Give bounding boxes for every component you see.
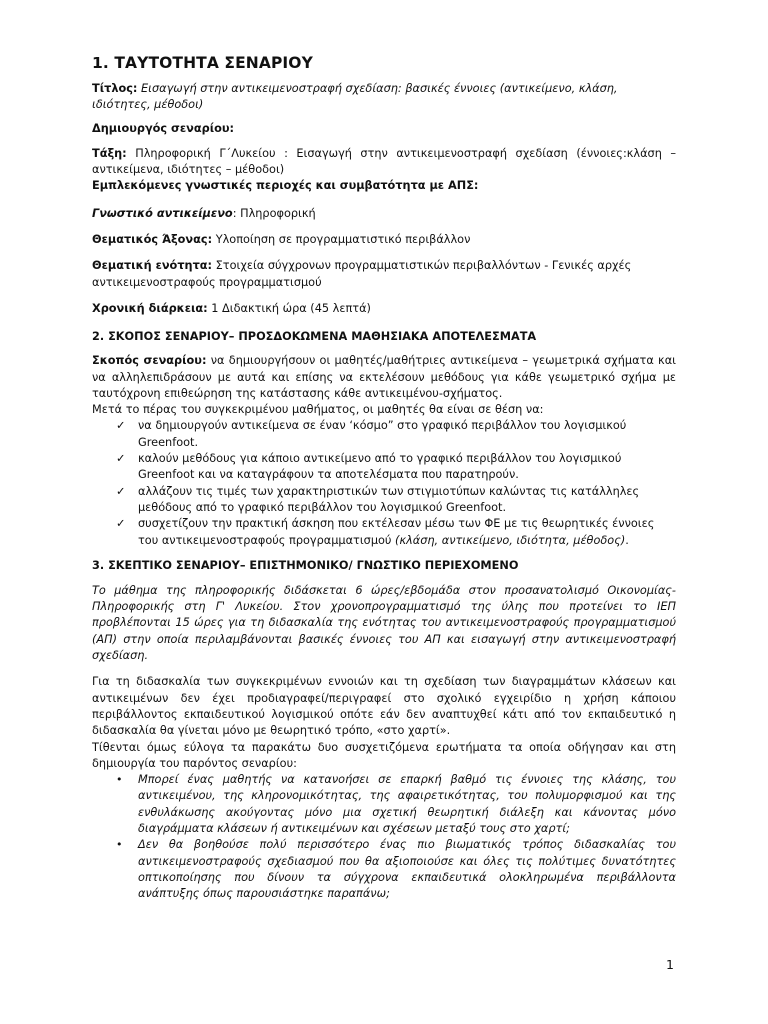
page-number: 1	[666, 957, 674, 972]
areas-label: Εμπλεκόμενες γνωστικές περιοχές και συμβατότητα με ΑΠΣ:	[92, 179, 479, 193]
question-text: Μπορεί ένας μαθητής να κατανοήσει σε επαρκή βαθμό τις έννοιες της κλάσης, του αντικειμένου, της κληρονομικότητας, της αφαιρετικότητας, του πολυμορφισμού και της ενθυλάκωσης ακούγοντας μόνο μια σχετική θεωρητική διάλεξη και κάνοντας μόνο διαγράμματα κλάσεων ή αντικειμένων και σχέσεων μεταξύ τους στο χαρτί;	[138, 773, 676, 835]
class-value: Πληροφορική Γ΄Λυκείου : Εισαγωγή στην αντικειμενοστραφή σχεδίαση (έννοιες:κλάση – αντικείμενα, ιδιότητες – μέθοδοι)	[92, 146, 677, 177]
axis-value: Υλοποίηση σε προγραμματιστικό περιβάλλον	[215, 233, 471, 247]
subject-label: Γνωστικό αντικείμενο	[92, 206, 233, 220]
creator-line	[92, 121, 676, 137]
section1-heading: 1. ΤΑΥΤΟΤΗΤΑ ΣΕΝΑΡΙΟΥ	[92, 54, 313, 72]
outcome-text: καλούν μεθόδους για κάποιο αντικείμενο από το γραφικό περιβάλλον του λογισμικού Greenfoot και να καταγράφουν τα αποτελέσματα που παρατηρούν.	[138, 452, 622, 482]
document-page	[92, 54, 676, 902]
section2-heading: 2. ΣΚΟΠΟΣ ΣΕΝΑΡΙΟΥ– ΠΡΟΣΔΟΚΩΜΕΝΑ ΜΑΘΗΣΙΑΚΑ ΑΠΟΤΕΛΕΣΜΑΤΑ	[92, 330, 537, 344]
outcome-end: .	[625, 533, 629, 547]
subject-value: : Πληροφορική	[232, 206, 316, 220]
list-item	[92, 516, 676, 549]
outcome-italic: (κλάση, αντικείμενο, ιδιότητα, μέθοδος)	[391, 533, 626, 547]
outcome-text: να δημιουργούν αντικείμενα σε έναν ‘κόσμο” στο γραφικό περιβάλλον του λογισμικού Greenfoot.	[138, 419, 627, 449]
title-label: Τίτλος:	[92, 82, 138, 95]
paragraph-2: Για τη διδασκαλία των συγκεκριμένων εννοιών και τη σχεδίαση των διαγραμμάτων κλάσεων και αντικειμένων δεν έχει προδιαγραφεί/περιγραφεί στο σχολικό εγχειρίδιο η χρήση κάποιου περιβάλλοντος εκπαιδευτικού λογισμικού οπότε εάν δεν αναπτυχθεί κάτι από τον εκπαιδευτικό η διδασκαλία θα γίνεται μόνο με θεωρητικό τρόπο, «στο χαρτί».	[92, 675, 676, 738]
class-line	[92, 146, 676, 179]
checkmark-icon: ✓	[116, 419, 126, 433]
title-value: Εισαγωγή στην αντικειμενοστραφή σχεδίαση: βασικές έννοιες (αντικείμενο, κλάση, ιδιότητες, μέθοδοι)	[92, 82, 618, 112]
section3-heading: 3. ΣΚΕΠΤΙΚΟ ΣΕΝΑΡΙΟΥ– ΕΠΙΣΤΗΜΟΝΙΚΟ/ ΓΝΩΣΤΙΚΟ ΠΕΡΙΕΧΟΜΕΝΟ	[92, 558, 519, 572]
bullet-icon: •	[116, 773, 123, 787]
unit-value: Στοιχεία σύγχρονων προγραμματιστικών περιβαλλόντων - Γενικές αρχές αντικειμενοστραφούς προγραμματισμού	[92, 259, 632, 289]
list-item	[92, 418, 676, 451]
list-item	[92, 484, 676, 517]
duration-line	[92, 301, 676, 317]
subject-line	[92, 206, 676, 222]
checkmark-icon: ✓	[116, 484, 126, 498]
outcomes-intro: Μετά το πέρας του συγκεκριμένου μαθήματος, οι μαθητές θα είναι σε θέση να:	[92, 403, 544, 417]
creator-label: Δημιουργός σεναρίου:	[92, 121, 234, 135]
outcome-text: συσχετίζουν την πρακτική άσκηση που εκτέλεσαν μέσω των ΦΕ με τις θεωρητικές έννοιες του αντικειμενοστραφούς προγραμματισμού	[138, 517, 655, 547]
purpose-value: να δημιουργήσουν οι μαθητές/μαθήτριες αντικείμενα – γεωμετρικά σχήματα και να αλληλεπιδράσουν με αυτά και επίσης να εκτελέσουν μεθόδους για κάθε γεωμετρικό σχήμα με ταυτόχρονη επιθεώρηση της κατάστασης κάθε αντικειμένου-σχήματος.	[92, 354, 676, 400]
paragraph-1: Το μάθημα της πληροφορικής διδάσκεται 6 ώρες/εβδομάδα στον προσανατολισμό Οικονομίας-Πληροφορικής στη Γ' Λυκείου. Στον χρονοπρογραμματισμό της ύλης που προτείνει το ΙΕΠ προβλέπονται 15 ώρες για τη διδασκαλία της ενότητας του αντικειμενοστραφούς προγραμματισμού (ΑΠ) στην οποία περιλαμβάνονται βασικές έννοιες του ΑΠ και εισαγωγή στην αντικειμενοστραφή σχεδίαση.	[92, 583, 676, 663]
areas-line	[92, 178, 676, 194]
unit-line	[92, 258, 676, 291]
paragraph-3: Τίθενται όμως εύλογα τα παρακάτω δυο συσχετιζόμενα ερωτήματα τα οποία οδήγησαν και στη δημιουργία του παρόντος σεναρίου:	[92, 740, 676, 770]
questions-list	[92, 772, 676, 902]
list-item	[92, 837, 676, 902]
question-text: Δεν θα βοηθούσε πολύ περισσότερο ένας πιο βιωματικός τρόπος διδασκαλίας του αντικειμενοστραφούς σχεδιασμού που θα αξιοποιούσε και όλες τις πολύτιμες δυνατότητες οπτικοποίησης που δίνουν τα σύγχρονα εκπαιδευτικά ολοκληρωμένα περιβάλλοντα ανάπτυξης όπως παρουσιάστηκε παραπάνω;	[138, 838, 676, 901]
list-item	[92, 772, 676, 837]
class-label: Τάξη:	[92, 146, 127, 160]
axis-label: Θεματικός Άξονας:	[92, 233, 213, 247]
duration-value: 1 Διδακτική ώρα (45 λεπτά)	[211, 301, 371, 315]
purpose-label: Σκοπός σεναρίου:	[92, 354, 207, 368]
unit-label: Θεματική ενότητα:	[92, 259, 213, 273]
duration-label: Χρονική διάρκεια:	[92, 301, 208, 315]
bullet-icon: •	[116, 838, 123, 852]
title-line	[92, 81, 676, 114]
list-item	[92, 451, 676, 484]
outcome-text: αλλάζουν τις τιμές των χαρακτηριστικών των στιγμιοτύπων καλώντας τις κατάλληλες μεθόδους από το γραφικό περιβάλλον του λογισμικού Greenfoot.	[138, 484, 640, 514]
purpose-line	[92, 353, 676, 402]
outcomes-list	[92, 418, 676, 548]
checkmark-icon: ✓	[116, 517, 126, 531]
axis-line	[92, 232, 676, 248]
checkmark-icon: ✓	[116, 452, 126, 466]
